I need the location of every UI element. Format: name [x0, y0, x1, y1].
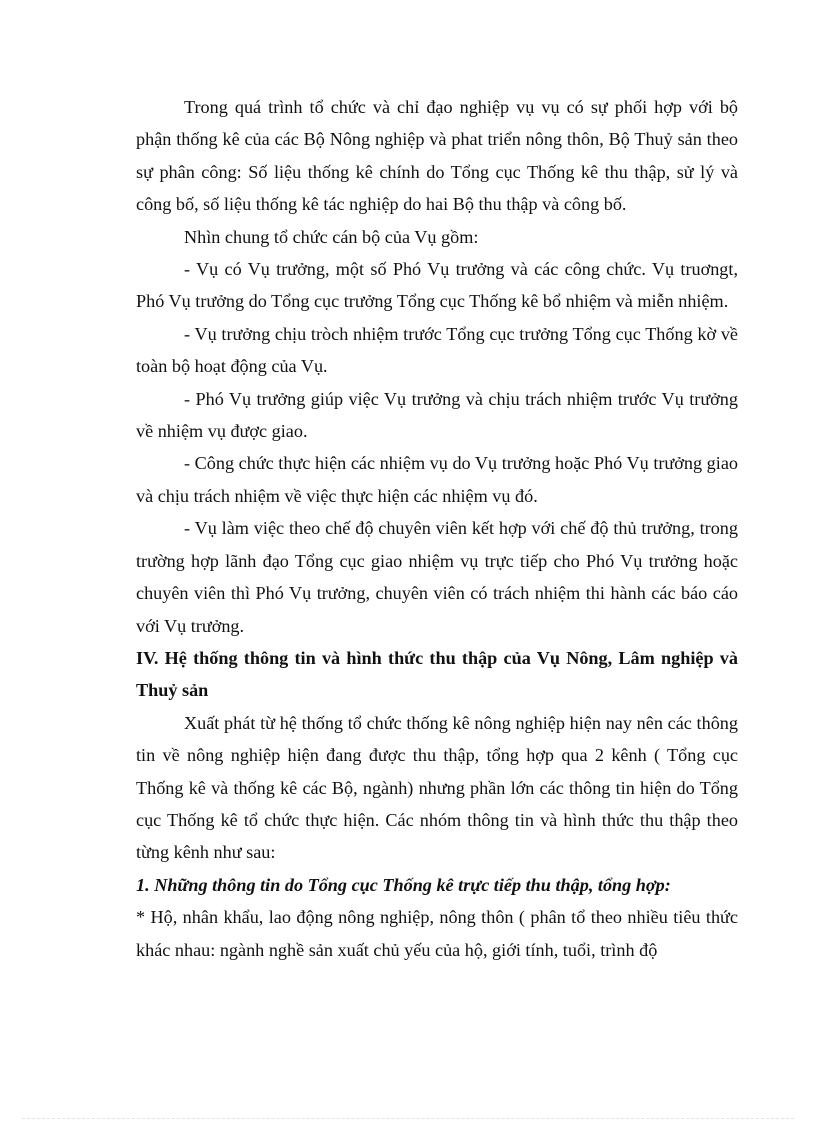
paragraph-civil-servants: - Công chức thực hiện các nhiệm vụ do Vụ trưởng hoặc Phó Vụ trưởng giao và chịu trách nhiệm về việc thực hiện các nhiệm vụ đó. — [136, 453, 738, 506]
paragraph-coordination: Trong quá trình tổ chức và chỉ đạo nghiệp vụ vụ có sự phối hợp với bộ phận thống kê của các Bộ Nông nghiệp và phat triển nông thôn, Bộ Thuỷ sản theo sự phân công: Số liệu thống kê chính do Tổng cục Thống kê thu thập, sử lý và công bố, số liệu thống kê tác nghiệp do hai Bộ thu thập và công bố. — [136, 97, 738, 215]
section-heading: IV. Hệ thống thông tin và hình thức thu thập của Vụ Nông, Lâm nghiệp và Thuỷ sản — [136, 647, 738, 701]
bullet-item: * Hộ, nhân khẩu, lao động nông nghiệp, nông thôn ( phân tổ theo nhiều tiêu thức khác nhau: ngành nghề sản xuất chủ yếu của hộ, giới tính, tuổi, trình độ — [136, 907, 738, 960]
paragraph-working-mode: - Vụ làm việc theo chế độ chuyên viên kết hợp với chế độ thủ trưởng, trong trường hợp lãnh đạo Tổng cục giao nhiệm vụ trực tiếp cho Phó Vụ trưởng hoặc chuyên viên thì Phó Vụ trưởng, chuyên viên có trách nhiệm thi hành các báo cáo với Vụ trưởng. — [136, 518, 738, 636]
paragraph-director-appointment: - Vụ có Vụ trưởng, một số Phó Vụ trưởng và các công chức. Vụ truơngt, Phó Vụ trưởng do Tổng cục trưởng Tổng cục Thống kê bổ nhiệm và miễn nhiệm. — [136, 259, 738, 312]
subsection-heading: 1. Những thông tin do Tổng cục Thống kê trực tiếp thu thập, tổng hợp: — [136, 874, 671, 895]
section-paragraph: Xuất phát từ hệ thống tổ chức thống kê nông nghiệp hiện nay nên các thông tin về nông nghiệp hiện đang được thu thập, tổng hợp qua 2 kênh ( Tổng cục Thống kê và thống kê các Bộ, ngành) nhưng phần lớn các thông tin hiện do Tổng cục Thống kê tổ chức thực hiện. Các nhóm thông tin và hình thức thu thập theo từng kênh như sau: — [136, 712, 738, 863]
paragraph-deputy-director: - Phó Vụ trưởng giúp việc Vụ trưởng và chịu trách nhiệm trước Vụ trưởng về nhiệm vụ được giao. — [136, 388, 738, 442]
paragraph-organization-intro: Nhìn chung tổ chức cán bộ của Vụ gồm: — [184, 226, 479, 247]
document-body — [136, 91, 738, 966]
page-bottom-divider — [22, 1118, 794, 1119]
paragraph-director-responsibility: - Vụ trưởng chịu tròch nhiệm trước Tổng cục trưởng Tổng cục Thống kờ về toàn bộ hoạt động của Vụ. — [136, 323, 738, 377]
